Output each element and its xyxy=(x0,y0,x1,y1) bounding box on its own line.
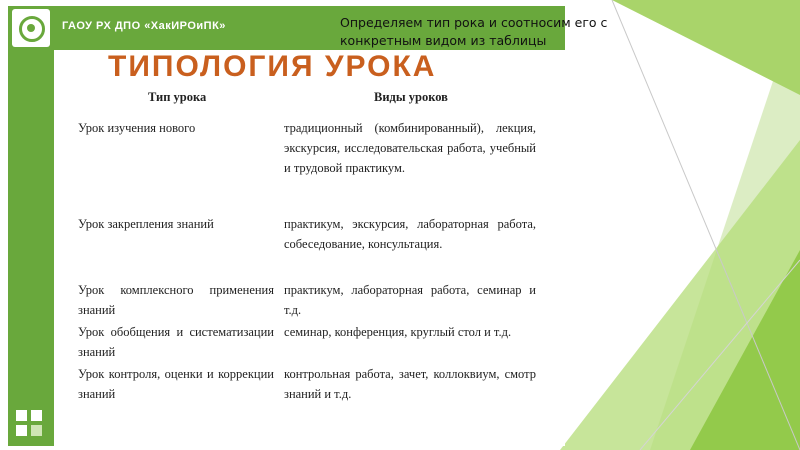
row-type: Урок комплексного применения знаний xyxy=(78,283,274,317)
side-strip xyxy=(8,50,54,446)
row-type: Урок контроля, оценки и коррекции знаний xyxy=(78,367,274,401)
column-header-type: Тип урока xyxy=(148,90,207,104)
row-type: Урок закрепления знаний xyxy=(78,217,214,231)
row-kinds: практикум, экскурсия, лабораторная работа, собеседование, консультация. xyxy=(284,217,536,251)
row-kinds: контрольная работа, зачет, коллоквиум, смотр знаний и т.д. xyxy=(284,367,536,401)
slide-heading: ТИПОЛОГИЯ УРОКА xyxy=(108,50,437,83)
slide-picture xyxy=(8,6,565,446)
slide-caption: Определяем тип рока и соотносим его с конкретным видом из таблицы xyxy=(340,15,608,48)
row-type: Урок изучения нового xyxy=(78,121,196,135)
grid-icon xyxy=(16,410,44,438)
row-kinds: традиционный (комбинированный), лекция, экскурсия, исследовательская работа, учебный и трудовой практикум. xyxy=(284,121,536,175)
institute-name: ГАОУ РХ ДПО «ХакИРОиПК» xyxy=(62,20,226,32)
row-type: Урок обобщения и систематизации знаний xyxy=(78,325,274,359)
institute-logo xyxy=(12,9,50,47)
row-kinds: семинар, конференция, круглый стол и т.д. xyxy=(284,325,512,339)
row-kinds: практикум, лабораторная работа, семинар и т.д. xyxy=(284,283,536,317)
column-header-kinds: Виды уроков xyxy=(374,90,448,104)
